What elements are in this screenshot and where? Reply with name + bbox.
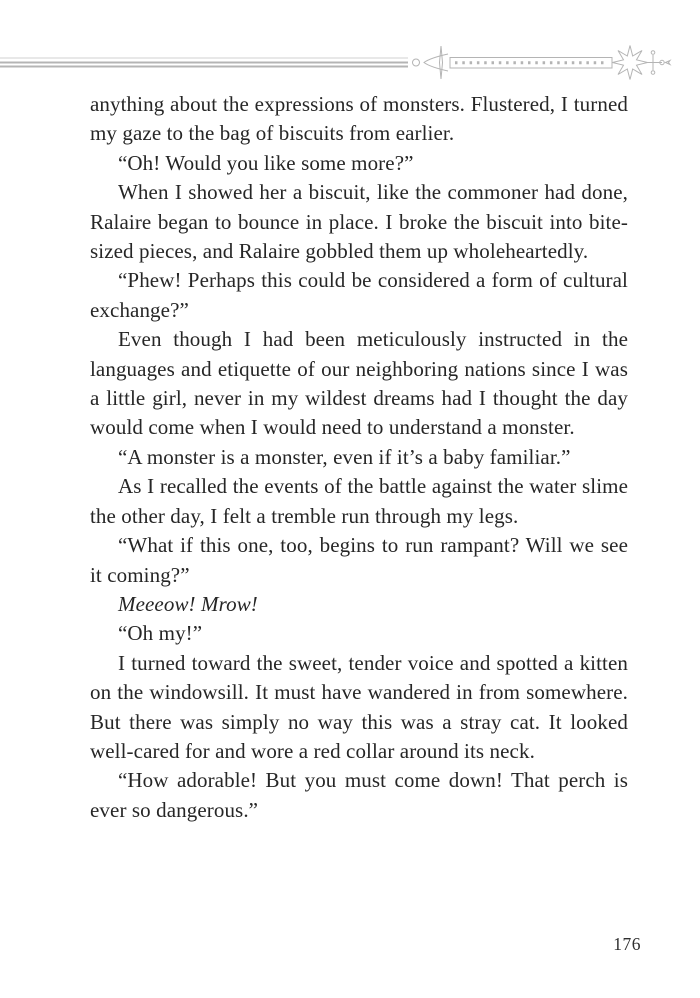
ring-icon xyxy=(413,59,420,66)
paragraph-sound-effect: Meeeow! Mrow! xyxy=(118,591,258,616)
paragraph: “Oh! Would you like some more?” xyxy=(118,150,414,175)
dotted-band-icon xyxy=(450,58,612,69)
paragraph: “How adorable! But you must come down! That perch is ever so dangerous.” xyxy=(90,768,628,822)
paragraph: When I showed her a biscuit, like the commoner had done, Ralaire began to bounce in place. I broke the biscuit into bite-sized pieces, and Ralaire gobbled them up wholeheartedly. xyxy=(90,180,628,264)
paragraph: “A monster is a monster, even if it’s a baby familiar.” xyxy=(118,444,571,469)
paragraph: “What if this one, too, begins to run rampant? Will we see it coming?” xyxy=(90,533,628,587)
text-block xyxy=(90,90,628,825)
paragraph: anything about the expressions of monsters. Flustered, I turned my gaze to the bag of biscuits from earlier. xyxy=(90,92,628,146)
star-flower-icon xyxy=(613,46,648,80)
sprout-icon xyxy=(647,51,670,75)
paragraph: “Oh my!” xyxy=(118,621,203,646)
divider-lines-icon xyxy=(0,58,408,67)
paragraph: As I recalled the events of the battle against the water slime the other day, I felt a tremble run through my legs. xyxy=(90,474,628,528)
paragraph: Even though I had been meticulously instructed in the languages and etiquette of our neighboring nations since I was a little girl, never in my wildest dreams had I thought the day would come when I would need to understand a monster. xyxy=(90,327,628,440)
chapter-header-ornament xyxy=(0,0,700,92)
paragraph: “Phew! Perhaps this could be considered a form of cultural exchange?” xyxy=(90,268,628,322)
fleur-icon xyxy=(424,46,448,79)
paragraph: I turned toward the sweet, tender voice and spotted a kitten on the windowsill. It must have wandered in from somewhere. But there was simply no way this was a stray cat. It looked well-cared for and wore a red collar around its neck. xyxy=(90,650,628,763)
page-number: 176 xyxy=(613,934,641,954)
